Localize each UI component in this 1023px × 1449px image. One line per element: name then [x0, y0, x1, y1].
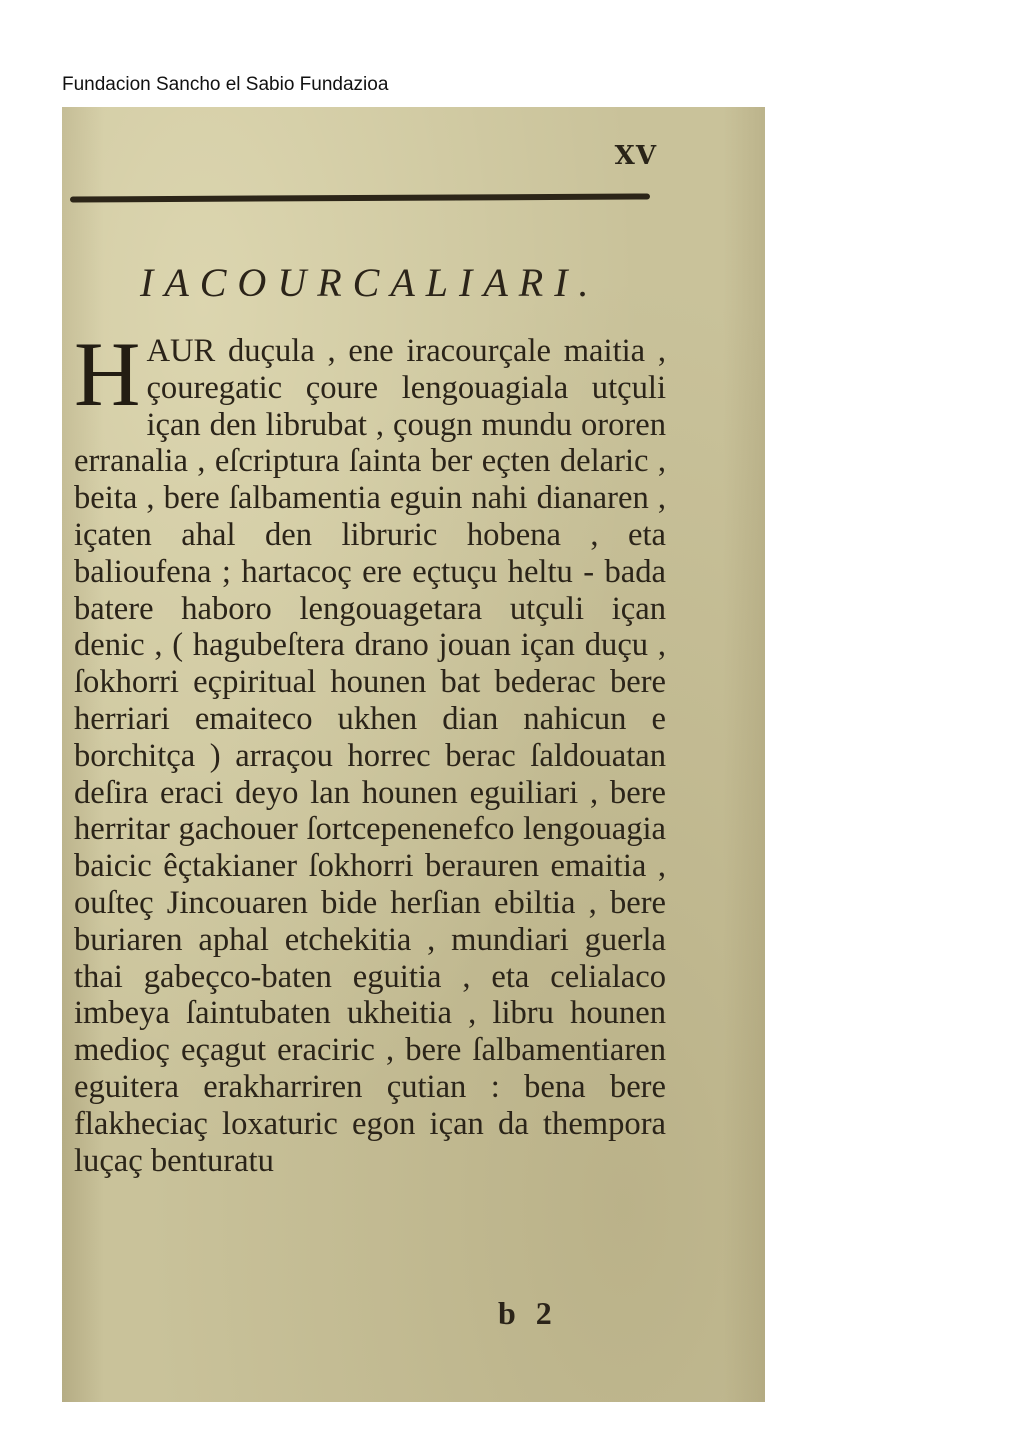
header-rule [70, 193, 650, 202]
body-paragraph [74, 323, 666, 1179]
section-title: IACOURCALIARI. [140, 260, 600, 305]
signature-mark: b 2 [498, 1295, 558, 1331]
drop-cap: H [74, 323, 141, 425]
page-number: XV [614, 141, 657, 171]
header-credit: Fundacion Sancho el Sabio Fundazioa [62, 74, 389, 95]
scanned-page [62, 107, 765, 1402]
paragraph-text: AUR duçula , ene iracourçale maitia , çouregatic çoure lengouagiala utçuli içan den librubat , çougn mundu ororen erranalia , eſcriptura ſainta ber eçten delaric , beita , bere ſalbamentia eguin nahi dianaren , içaten ahal den libruric hobena , eta balioufena ; hartacoç ere eçtuçu heltu - bada batere haboro lengouagetara utçuli içan denic , ( hagubeſtera drano jouan içan duçu , ſokhorri eçpiritual hounen bat bederac bere herriari emaiteco ukhen dian nahicun e borchitça ) arraçou horrec berac ſaldouatan deſira eraci deyo lan hounen eguiliari , bere herritar gachouer ſortcepenenefco lengouagia baicic êçtakianer ſokhorri berauren emaitia , ouſteç Jincouaren bide herſian ebiltia , bere buriaren aphal etchekitia , mundiari guerla thai gabeçco-baten eguitia , eta celialaco imbeya ſaintubaten ukheitia , libru hounen medioç eçagut eraciric , bere ſalbamentiaren eguitera erakharriren çutian : bena bere flakheciaç loxaturic egon içan da thempora luçaç benturatu [74, 333, 666, 1179]
